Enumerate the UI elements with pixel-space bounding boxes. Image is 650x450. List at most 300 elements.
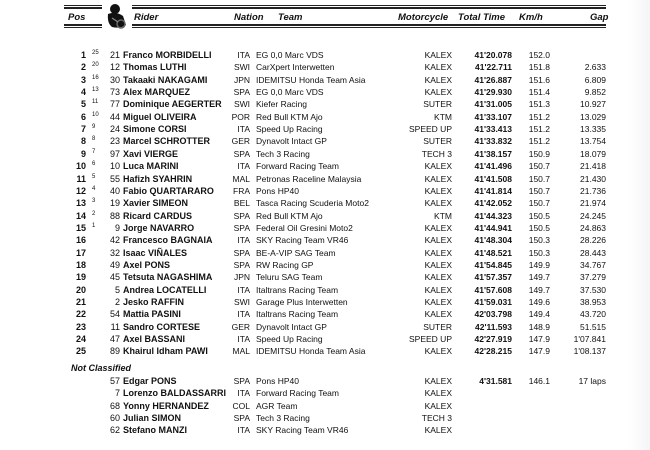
table-row xyxy=(0,345,650,357)
table-row xyxy=(0,148,650,160)
rider-name: Khairul Idham PAWI xyxy=(123,346,208,357)
table-row xyxy=(0,308,650,320)
position: 14 xyxy=(75,210,86,221)
total-time: 41'59.031 xyxy=(474,297,512,307)
speed-kmh: 150.7 xyxy=(528,185,550,196)
table-row xyxy=(0,61,650,73)
table-row xyxy=(0,173,650,185)
table-row xyxy=(0,123,650,135)
motorcycle: SPEED UP xyxy=(409,124,452,135)
points: 1 xyxy=(92,222,96,229)
gap: 34.767 xyxy=(580,259,606,270)
rider-name: Axel PONS xyxy=(123,259,171,270)
position: 22 xyxy=(75,309,86,320)
header-motorcycle: Motorcycle xyxy=(398,12,449,23)
motorcycle: SUTER xyxy=(423,99,452,110)
nation: JPN xyxy=(233,272,250,283)
rider-name: Jesko RAFFIN xyxy=(123,297,185,307)
header-nation: Nation xyxy=(234,12,264,23)
rider-name: Luca MARINI xyxy=(123,161,179,172)
rider-name: Francesco BAGNAIA xyxy=(123,235,213,246)
rider-number: 68 xyxy=(109,400,120,411)
table-row xyxy=(0,375,650,387)
team: Tech 3 Racing xyxy=(256,412,310,423)
rider-name: Thomas LUTHI xyxy=(123,62,187,73)
position: 25 xyxy=(75,346,86,357)
motorcycle: KALEX xyxy=(424,309,452,320)
team: Italtrans Racing Team xyxy=(256,309,339,320)
header-rider: Rider xyxy=(134,12,159,23)
gap: 24.863 xyxy=(580,222,606,233)
rider-number: 32 xyxy=(109,247,120,258)
nation: MAL xyxy=(232,173,250,184)
position: 16 xyxy=(75,235,86,246)
rider-number: 2 xyxy=(114,297,120,307)
total-time: 42'11.593 xyxy=(474,321,512,332)
total-time: 41'41.496 xyxy=(474,161,512,172)
gap: 13.335 xyxy=(580,124,606,135)
table-row xyxy=(0,86,650,98)
motorcycle: KALEX xyxy=(424,425,452,436)
position: 18 xyxy=(75,259,86,270)
header-rule xyxy=(132,7,606,9)
total-time: 41'57.608 xyxy=(474,284,512,295)
rider-name: Julian SIMON xyxy=(123,412,182,423)
gap: 6.809 xyxy=(584,74,606,85)
position: 10 xyxy=(75,161,86,172)
speed-kmh: 150.3 xyxy=(528,247,550,258)
team: Italtrans Racing Team xyxy=(256,284,339,295)
rider-number: 77 xyxy=(109,99,120,110)
team: Forward Racing Team xyxy=(256,161,339,172)
page-edge-shadow xyxy=(628,0,650,450)
team: Tech 3 Racing xyxy=(256,148,310,159)
nation: ITA xyxy=(237,161,250,172)
table-row xyxy=(0,296,650,308)
position: 17 xyxy=(75,247,86,258)
nation: SPA xyxy=(233,87,250,98)
gap: 9.852 xyxy=(584,87,606,98)
motorcycle: KALEX xyxy=(424,376,452,386)
nation: SWI xyxy=(233,297,250,307)
rider-name: Lorenzo BALDASSARRI xyxy=(123,388,226,399)
team: Garage Plus Interwetten xyxy=(256,297,348,307)
gap: 1'08.137 xyxy=(573,346,606,357)
header-rule xyxy=(64,5,102,6)
header-gap: Gap xyxy=(590,12,609,23)
rider-number: 47 xyxy=(109,334,120,345)
table-row xyxy=(0,111,650,123)
nation: POR xyxy=(231,111,250,122)
position: 11 xyxy=(76,173,86,184)
team: SKY Racing Team VR46 xyxy=(256,425,349,436)
rider-name: Yonny HERNANDEZ xyxy=(123,400,209,411)
table-row xyxy=(0,197,650,209)
motorcycle: TECH 3 xyxy=(421,148,452,159)
position: 5 xyxy=(80,99,86,110)
speed-kmh: 147.9 xyxy=(528,334,550,345)
motorcycle: KALEX xyxy=(424,62,452,73)
gap: 37.530 xyxy=(580,284,606,295)
motorcycle: KALEX xyxy=(424,161,452,172)
gap: 51.515 xyxy=(580,321,606,332)
speed-kmh: 148.9 xyxy=(528,321,550,332)
nation: ITA xyxy=(237,124,250,135)
rider-name: Jorge NAVARRO xyxy=(123,222,195,233)
position: 19 xyxy=(75,272,86,283)
team: Dynavolt Intact GP xyxy=(256,321,327,332)
total-time: 4'31.581 xyxy=(479,376,512,386)
gap: 21.974 xyxy=(580,198,606,209)
rider-number: 49 xyxy=(109,259,120,270)
rider-name: Tetsuta NAGASHIMA xyxy=(123,272,213,283)
table-row xyxy=(0,49,650,61)
header-rule xyxy=(132,5,606,6)
nation: COL xyxy=(232,400,250,411)
total-time: 41'57.357 xyxy=(474,272,512,283)
not-classified-label: Not Classified xyxy=(71,363,132,373)
speed-kmh: 146.1 xyxy=(528,376,550,386)
motorcycle: KALEX xyxy=(424,400,452,411)
rider-number: 23 xyxy=(109,136,120,147)
header-total-time: Total Time xyxy=(458,12,505,23)
team: Speed Up Racing xyxy=(256,334,323,345)
speed-kmh: 151.2 xyxy=(528,136,550,147)
points: 4 xyxy=(92,185,96,192)
table-row xyxy=(0,247,650,259)
rider-name: Fabio QUARTARARO xyxy=(123,185,214,196)
motorcycle: KALEX xyxy=(424,87,452,98)
points: 6 xyxy=(92,161,96,168)
speed-kmh: 151.3 xyxy=(528,99,550,110)
rider-number: 62 xyxy=(109,425,120,436)
table-row xyxy=(0,74,650,86)
team: CarXpert Interwetten xyxy=(256,62,335,73)
speed-kmh: 149.6 xyxy=(528,297,550,307)
nation: ITA xyxy=(237,334,250,345)
points: 2 xyxy=(92,210,96,217)
table-row xyxy=(0,234,650,246)
motorcycle: KALEX xyxy=(424,297,452,307)
rider-name: Axel BASSANI xyxy=(123,334,186,345)
points: 11 xyxy=(92,99,99,106)
rider-number: 9 xyxy=(114,222,120,233)
motorcycle: KALEX xyxy=(424,50,452,60)
rider-name: Simone CORSI xyxy=(123,124,187,135)
header-rule xyxy=(132,24,606,26)
table-row xyxy=(0,222,650,234)
team: AGR Team xyxy=(256,400,298,411)
rider-name: Franco MORBIDELLI xyxy=(123,50,212,60)
nation: SPA xyxy=(233,376,250,386)
motorcycle: KALEX xyxy=(424,198,452,209)
team: RW Racing GP xyxy=(256,259,314,270)
nation: SWI xyxy=(233,62,250,73)
table-row xyxy=(0,160,650,172)
rider-name: Sandro CORTESE xyxy=(123,321,201,332)
header-rule xyxy=(132,27,606,28)
team: Pons HP40 xyxy=(256,185,299,196)
total-time: 41'33.832 xyxy=(474,136,512,147)
rider-number: 11 xyxy=(110,321,120,332)
motorcycle-rider-icon xyxy=(102,3,132,30)
speed-kmh: 150.9 xyxy=(528,148,550,159)
team: EG 0,0 Marc VDS xyxy=(256,50,324,60)
position: 24 xyxy=(75,334,86,345)
team: SKY Racing Team VR46 xyxy=(256,235,349,246)
team: IDEMITSU Honda Team Asia xyxy=(256,74,366,85)
rider-number: 88 xyxy=(109,210,120,221)
points: 16 xyxy=(92,74,99,81)
rider-name: Marcel SCHROTTER xyxy=(123,136,211,147)
rider-name: Takaaki NAKAGAMI xyxy=(123,74,208,85)
motorcycle: KTM xyxy=(434,210,452,221)
motorcycle: KALEX xyxy=(424,173,452,184)
points: 20 xyxy=(92,62,99,69)
position: 8 xyxy=(80,136,86,147)
total-time: 41'31.005 xyxy=(474,99,512,110)
team: Pons HP40 xyxy=(256,376,299,386)
table-row xyxy=(0,271,650,283)
position: 23 xyxy=(75,321,86,332)
gap: 18.079 xyxy=(580,148,606,159)
rider-number: 97 xyxy=(109,148,120,159)
motorcycle: TECH 3 xyxy=(421,412,452,423)
gap: 43.720 xyxy=(580,309,606,320)
gap: 37.279 xyxy=(580,272,606,283)
motorcycle: KALEX xyxy=(424,259,452,270)
nation: GER xyxy=(231,321,250,332)
nation: ITA xyxy=(237,388,250,399)
speed-kmh: 151.2 xyxy=(528,124,550,135)
nation: ITA xyxy=(237,309,250,320)
points: 10 xyxy=(92,111,99,118)
total-time: 41'44.941 xyxy=(474,222,512,233)
rider-name: Stefano MANZI xyxy=(123,425,187,436)
position: 6 xyxy=(80,111,86,122)
speed-kmh: 149.7 xyxy=(528,272,550,283)
position: 3 xyxy=(80,74,86,85)
team: Dynavolt Intact GP xyxy=(256,136,327,147)
total-time: 41'42.052 xyxy=(474,198,512,209)
rider-number: 89 xyxy=(109,346,120,357)
rider-number: 5 xyxy=(114,284,120,295)
nation: FRA xyxy=(233,185,250,196)
team: IDEMITSU Honda Team Asia xyxy=(256,346,366,357)
team: Kiefer Racing xyxy=(256,99,308,110)
total-time: 41'29.930 xyxy=(474,87,512,98)
total-time: 41'41.508 xyxy=(474,173,512,184)
nation: ITA xyxy=(237,235,250,246)
team: EG 0,0 Marc VDS xyxy=(256,87,324,98)
points: 3 xyxy=(92,198,96,205)
results-header xyxy=(64,4,609,28)
gap: 21.736 xyxy=(580,185,606,196)
gap: 24.245 xyxy=(580,210,606,221)
rider-number: 10 xyxy=(109,161,120,172)
total-time: 41'48.304 xyxy=(474,235,512,246)
rider-name: Miguel OLIVEIRA xyxy=(123,111,197,122)
nation: SPA xyxy=(233,259,250,270)
total-time: 41'44.323 xyxy=(474,210,512,221)
motorcycle: KALEX xyxy=(424,74,452,85)
header-rule xyxy=(64,27,102,28)
nation: ITA xyxy=(237,284,250,295)
motorcycle: KALEX xyxy=(424,247,452,258)
gap: 21.430 xyxy=(580,173,606,184)
table-row xyxy=(0,333,650,345)
rider-number: 30 xyxy=(109,74,120,85)
total-time: 42'27.919 xyxy=(474,334,512,345)
table-row xyxy=(0,400,650,412)
position: 21 xyxy=(75,297,86,307)
team: Tasca Racing Scuderia Moto2 xyxy=(256,198,369,209)
team: Petronas Raceline Malaysia xyxy=(256,173,362,184)
motorcycle: KALEX xyxy=(424,185,452,196)
nation: ITA xyxy=(237,50,250,60)
total-time: 42'28.215 xyxy=(474,346,512,357)
speed-kmh: 150.5 xyxy=(528,222,550,233)
total-time: 41'48.521 xyxy=(474,247,512,258)
gap: 38.953 xyxy=(580,297,606,307)
total-time: 41'38.157 xyxy=(474,148,512,159)
position: 2 xyxy=(80,62,86,73)
rider-name: Alex MARQUEZ xyxy=(123,87,191,98)
rider-number: 55 xyxy=(109,173,120,184)
total-time: 41'26.887 xyxy=(474,74,512,85)
motorcycle: SPEED UP xyxy=(409,334,452,345)
table-row xyxy=(0,424,650,436)
rider-number: 24 xyxy=(109,124,120,135)
gap: 28.443 xyxy=(580,247,606,258)
table-row xyxy=(0,284,650,296)
nation: SPA xyxy=(233,148,250,159)
rider-name: Dominique AEGERTER xyxy=(123,99,222,110)
rider-name: Andrea LOCATELLI xyxy=(123,284,207,295)
motorcycle: KALEX xyxy=(424,284,452,295)
team: BE-A-VIP SAG Team xyxy=(256,247,336,258)
rider-name: Xavier SIMEON xyxy=(123,198,189,209)
speed-kmh: 150.5 xyxy=(528,210,550,221)
rider-name: Edgar PONS xyxy=(123,376,177,386)
points: 7 xyxy=(92,148,96,155)
rider-number: 7 xyxy=(114,388,120,399)
points: 8 xyxy=(92,136,96,143)
total-time: 41'22.711 xyxy=(474,62,512,73)
speed-kmh: 149.7 xyxy=(528,284,550,295)
nation: SWI xyxy=(233,99,250,110)
total-time: 41'54.845 xyxy=(474,259,512,270)
motorcycle: KALEX xyxy=(424,388,452,399)
team: Teluru SAG Team xyxy=(256,272,323,283)
nation: JPN xyxy=(233,74,250,85)
rider-number: 19 xyxy=(109,198,120,209)
gap: 1'07.841 xyxy=(573,334,606,345)
rider-number: 12 xyxy=(109,62,120,73)
speed-kmh: 150.7 xyxy=(528,161,550,172)
gap: 10.927 xyxy=(580,99,606,110)
nation: BEL xyxy=(233,198,250,209)
rider-number: 73 xyxy=(109,87,120,98)
position: 4 xyxy=(80,87,86,98)
team: Forward Racing Team xyxy=(256,388,339,399)
rider-name: Xavi VIERGE xyxy=(123,148,179,159)
rider-name: Mattia PASINI xyxy=(123,309,181,320)
points: 5 xyxy=(92,173,96,180)
total-time: 41'33.413 xyxy=(474,124,512,135)
speed-kmh: 150.7 xyxy=(528,173,550,184)
table-row xyxy=(0,185,650,197)
rider-name: Ricard CARDUS xyxy=(123,210,193,221)
rider-number: 44 xyxy=(109,111,120,122)
speed-kmh: 151.6 xyxy=(528,74,550,85)
motorcycle: KALEX xyxy=(424,346,452,357)
rider-number: 45 xyxy=(109,272,120,283)
rider-number: 54 xyxy=(109,309,120,320)
rider-number: 42 xyxy=(109,235,120,246)
speed-kmh: 151.4 xyxy=(528,87,550,98)
header-team: Team xyxy=(278,12,303,23)
nation: SPA xyxy=(233,210,250,221)
nation: ITA xyxy=(237,425,250,436)
team: Speed Up Racing xyxy=(256,124,323,135)
nation: SPA xyxy=(233,222,250,233)
speed-kmh: 149.9 xyxy=(528,259,550,270)
motorcycle: KALEX xyxy=(424,272,452,283)
gap: 13.754 xyxy=(580,136,606,147)
motorcycle: KALEX xyxy=(424,222,452,233)
gap: 21.418 xyxy=(580,161,606,172)
rider-name: Isaac VIÑALES xyxy=(123,247,188,258)
team: Red Bull KTM Ajo xyxy=(256,111,323,122)
header-pos: Pos xyxy=(68,12,86,23)
nation: SPA xyxy=(233,412,250,423)
points: 13 xyxy=(92,87,99,94)
total-time: 41'33.107 xyxy=(474,111,512,122)
rider-number: 60 xyxy=(109,412,120,423)
speed-kmh: 150.3 xyxy=(528,235,550,246)
team: Federal Oil Gresini Moto2 xyxy=(256,222,353,233)
gap: 2.633 xyxy=(584,62,606,73)
table-row xyxy=(0,135,650,147)
position: 1 xyxy=(80,50,86,60)
rider-number: 57 xyxy=(109,376,120,386)
gap: 28.226 xyxy=(580,235,606,246)
gap: 17 laps xyxy=(578,376,606,386)
gap: 13.029 xyxy=(580,111,606,122)
table-row xyxy=(0,98,650,110)
speed-kmh: 149.4 xyxy=(528,309,550,320)
speed-kmh: 150.7 xyxy=(528,198,550,209)
position: 12 xyxy=(75,185,86,196)
motorcycle: KTM xyxy=(434,111,452,122)
table-row xyxy=(0,259,650,271)
header-rule xyxy=(64,24,102,26)
rider-number: 40 xyxy=(109,185,120,196)
speed-kmh: 151.8 xyxy=(528,62,550,73)
position: 13 xyxy=(75,198,86,209)
position: 7 xyxy=(80,124,86,135)
points: 25 xyxy=(92,50,99,56)
motorcycle: KALEX xyxy=(424,235,452,246)
rider-number: 21 xyxy=(109,50,120,60)
points: 9 xyxy=(92,124,96,131)
header-rule xyxy=(64,7,102,9)
speed-kmh: 152.0 xyxy=(528,50,550,60)
motorcycle: SUTER xyxy=(423,321,452,332)
position: 9 xyxy=(80,148,86,159)
motorcycle: SUTER xyxy=(423,136,452,147)
